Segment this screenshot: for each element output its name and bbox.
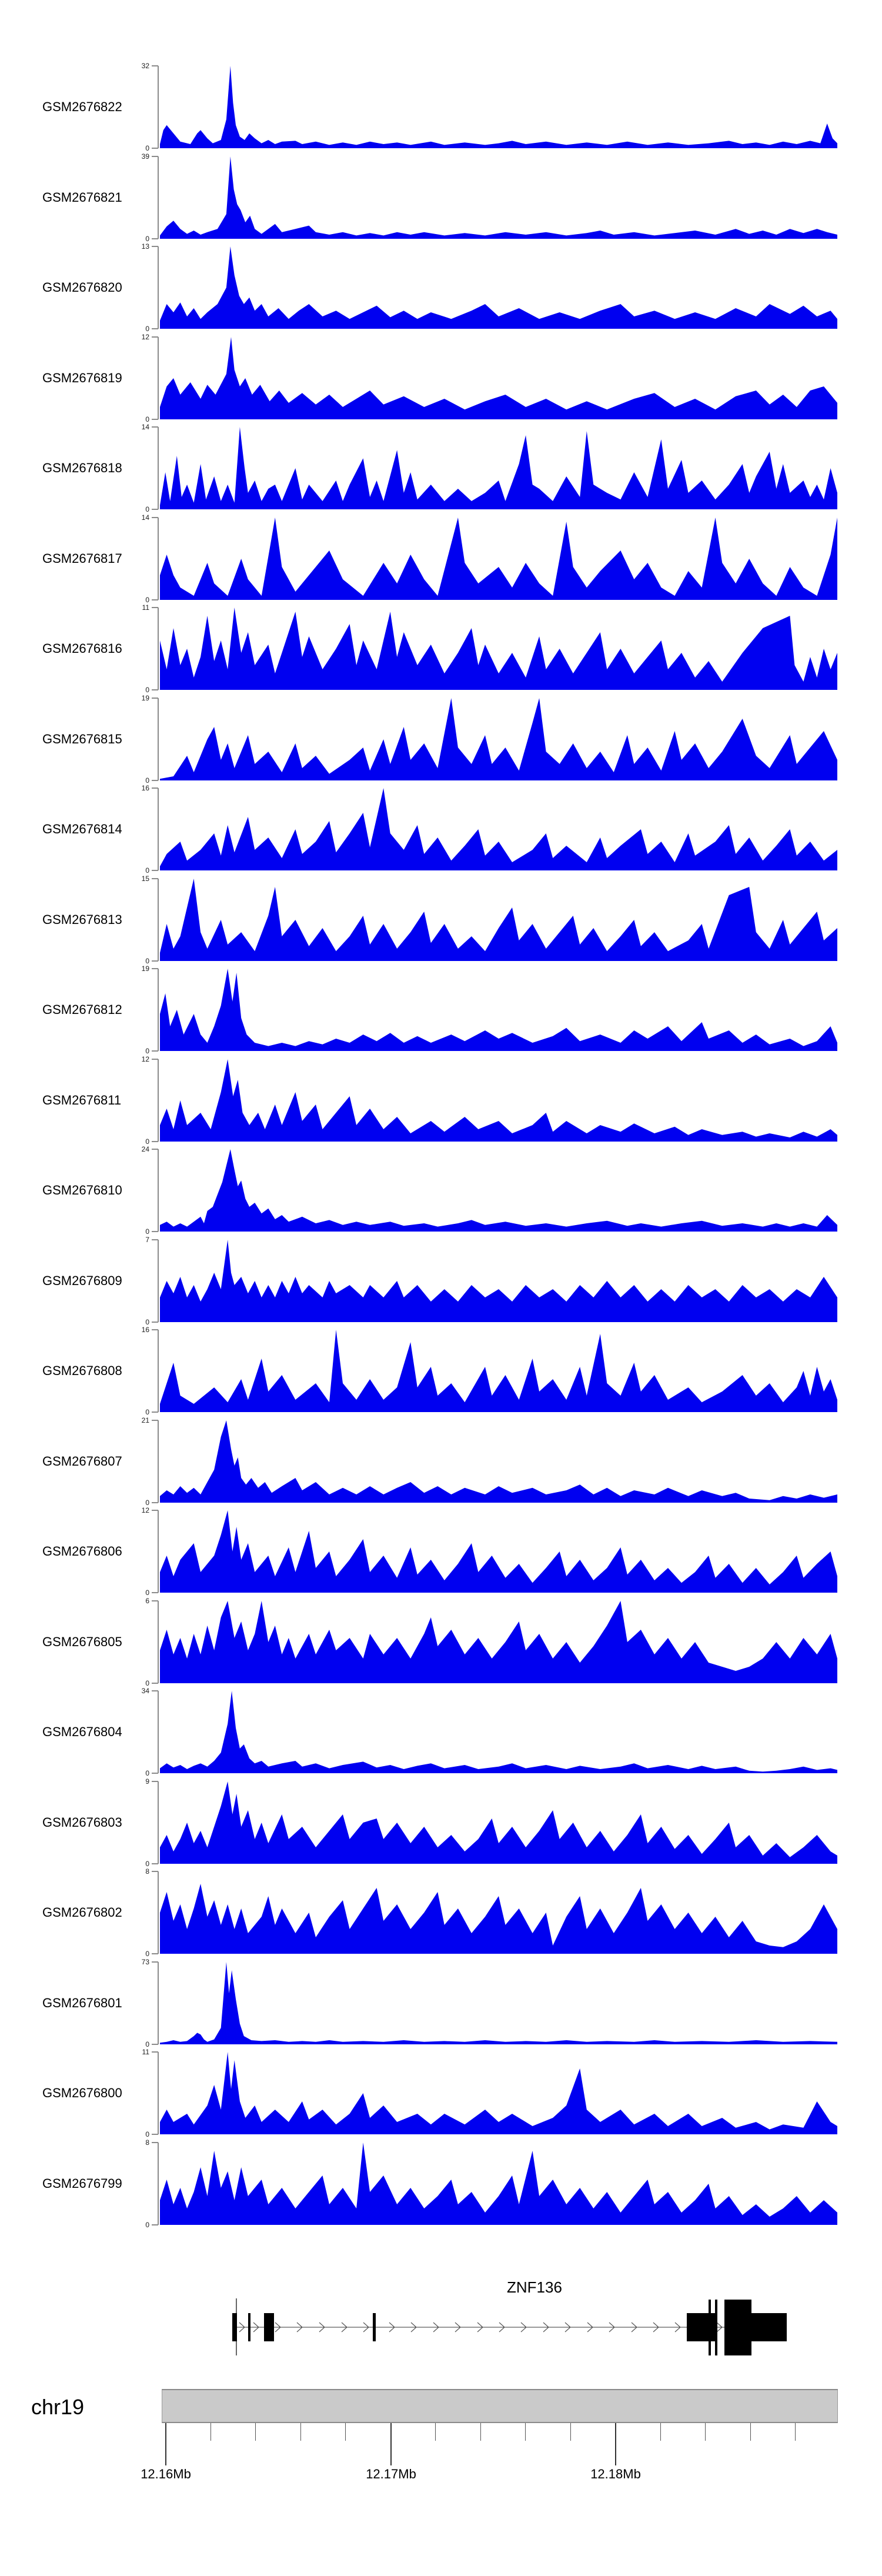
y-axis-zero-label: 0 [145,1047,149,1055]
ruler-position-label: 12.17Mb [366,2467,416,2481]
y-axis-top-tick [152,517,158,518]
signal-area-plot [160,518,837,600]
gene-exon-block [232,2313,237,2341]
y-axis-max-label: 12 [141,333,149,341]
y-axis-max-label: 34 [141,1687,149,1695]
y-axis-line [158,2052,159,2134]
y-axis-top-tick [152,2142,158,2143]
signal-track [0,1687,882,1777]
y-axis-line [158,1149,159,1232]
y-axis-line [158,2143,159,2225]
y-axis-bottom-tick [152,1953,158,1954]
y-axis-line [158,1871,159,1954]
ruler-minor-tick [750,2423,751,2441]
y-axis-bottom-tick [152,2134,158,2135]
track-sample-label: GSM2676817 [42,551,122,566]
signal-polygon [160,156,837,239]
signal-track [0,2048,882,2138]
y-axis-max-label: 12 [141,1055,149,1063]
signal-polygon [160,246,837,329]
y-axis-max-label: 15 [141,875,149,883]
y-axis-bottom-tick [152,960,158,962]
signal-area-plot [160,2052,837,2134]
y-axis-line [158,1240,159,1322]
signal-track [0,1145,882,1236]
signal-area-plot [160,1240,837,1322]
gene-exon-block [751,2313,787,2341]
y-axis-top-tick [152,1871,158,1872]
gene-exon-block [373,2313,376,2341]
signal-area-plot [160,1420,837,1503]
gene-exon-block [715,2300,717,2355]
ruler-position-label: 12.18Mb [590,2467,641,2481]
signal-track [0,513,882,604]
y-axis-zero-label: 0 [145,866,149,875]
track-sample-label: GSM2676815 [42,732,122,746]
y-axis-max-label: 6 [145,1597,149,1605]
y-axis-line [158,608,159,690]
track-sample-label: GSM2676816 [42,641,122,656]
signal-polygon [160,1330,837,1412]
y-axis-bottom-tick [152,509,158,510]
y-axis-top-tick [152,1781,158,1782]
y-axis-line [158,1691,159,1773]
y-axis-bottom-tick [152,1683,158,1684]
y-axis-top-tick [152,1239,158,1240]
y-axis-top-tick [152,1690,158,1691]
y-axis-bottom-tick [152,2224,158,2225]
ruler-minor-tick [705,2423,706,2441]
signal-polygon [160,1781,837,1864]
y-axis-top-tick [152,1329,158,1330]
signal-polygon [160,698,837,780]
signal-area-plot [160,698,837,780]
y-axis-top-tick [152,788,158,789]
signal-area-plot [160,427,837,509]
y-axis-zero-label: 0 [145,1408,149,1416]
track-sample-label: GSM2676812 [42,1002,122,1017]
signal-polygon [160,608,837,690]
signal-area-plot [160,1149,837,1232]
y-axis-zero-label: 0 [145,415,149,423]
y-axis-bottom-tick [152,780,158,781]
y-axis-zero-label: 0 [145,2221,149,2229]
track-sample-label: GSM2676804 [42,1724,122,1739]
y-axis-bottom-tick [152,1141,158,1142]
signal-area-plot [160,608,837,690]
y-axis-zero-label: 0 [145,776,149,785]
y-axis-line [158,156,159,239]
y-axis-line [158,1059,159,1142]
y-axis-bottom-tick [152,1502,158,1503]
y-axis-line [158,66,159,148]
signal-track [0,1506,882,1597]
y-axis-zero-label: 0 [145,1499,149,1507]
y-axis-bottom-tick [152,2044,158,2045]
signal-track [0,1236,882,1326]
ruler-minor-tick [795,2423,796,2441]
y-axis-top-tick [152,698,158,699]
y-axis-line [158,1781,159,1864]
y-axis-zero-label: 0 [145,1318,149,1326]
y-axis-max-label: 9 [145,1777,149,1786]
track-sample-label: GSM2676801 [42,1996,122,2010]
y-axis-top-tick [152,156,158,157]
track-sample-label: GSM2676809 [42,1273,122,1288]
signal-polygon [160,337,837,419]
y-axis-bottom-tick [152,328,158,329]
chromosome-ruler-bar [162,2389,838,2423]
y-axis-max-label: 16 [141,784,149,792]
y-axis-top-tick [152,1961,158,1963]
track-sample-label: GSM2676805 [42,1634,122,1649]
signal-area-plot [160,879,837,961]
track-sample-label: GSM2676819 [42,371,122,385]
y-axis-zero-label: 0 [145,144,149,152]
signal-polygon [160,1149,837,1232]
signal-polygon [160,518,837,600]
y-axis-top-tick [152,1149,158,1150]
y-axis-bottom-tick [152,148,158,149]
y-axis-max-label: 14 [141,423,149,431]
track-sample-label: GSM2676806 [42,1544,122,1559]
signal-track [0,1055,882,1146]
ruler-major-tick [615,2423,616,2465]
signal-track [0,1416,882,1507]
y-axis-max-label: 73 [141,1958,149,1966]
y-axis-zero-label: 0 [145,957,149,965]
y-axis-max-label: 21 [141,1416,149,1424]
y-axis-bottom-tick [152,1863,158,1864]
track-sample-label: GSM2676814 [42,822,122,836]
ruler-minor-tick [300,2423,301,2441]
y-axis-max-label: 32 [141,62,149,70]
y-axis-zero-label: 0 [145,1679,149,1687]
y-axis-max-label: 14 [141,513,149,522]
y-axis-top-tick [152,65,158,66]
y-axis-max-label: 12 [141,1506,149,1514]
gene-model-track [0,2264,882,2388]
signal-area-plot [160,969,837,1051]
signal-polygon [160,788,837,870]
y-axis-zero-label: 0 [145,1950,149,1958]
signal-track [0,423,882,513]
y-axis-zero-label: 0 [145,1137,149,1146]
signal-area-plot [160,337,837,419]
signal-area-plot [160,1601,837,1683]
signal-track [0,603,882,694]
signal-area-plot [160,2143,837,2225]
track-sample-label: GSM2676820 [42,280,122,295]
gene-exon-block [264,2313,274,2341]
signal-polygon [160,879,837,961]
y-axis-bottom-tick [152,1231,158,1232]
y-axis-bottom-tick [152,1773,158,1774]
y-axis-bottom-tick [152,689,158,690]
signal-track [0,784,882,875]
track-sample-label: GSM2676813 [42,912,122,927]
y-axis-line [158,1420,159,1503]
y-axis-bottom-tick [152,419,158,420]
y-axis-max-label: 11 [142,2048,149,2056]
signal-polygon [160,1691,837,1773]
signal-area-plot [160,1510,837,1593]
y-axis-top-tick [152,1510,158,1511]
track-sample-label: GSM2676803 [42,1815,122,1830]
y-axis-top-tick [152,2051,158,2053]
signal-area-plot [160,788,837,870]
ruler-minor-tick [345,2423,346,2441]
y-axis-zero-label: 0 [145,2040,149,2048]
signal-area-plot [160,246,837,329]
y-axis-top-tick [152,878,158,879]
ruler-major-tick [390,2423,392,2465]
signal-area-plot [160,66,837,148]
signal-polygon [160,1240,837,1322]
gene-name-label: ZNF136 [507,2278,562,2296]
signal-polygon [160,1420,837,1503]
y-axis-max-label: 7 [145,1236,149,1244]
signal-track [0,62,882,152]
y-axis-top-tick [152,426,158,428]
y-axis-top-tick [152,336,158,338]
ruler-minor-tick [525,2423,526,2441]
y-axis-top-tick [152,607,158,608]
track-sample-label: GSM2676821 [42,190,122,205]
signal-polygon [160,2052,837,2134]
y-axis-max-label: 39 [141,152,149,161]
signal-track [0,1958,882,2048]
track-sample-label: GSM2676811 [42,1093,122,1107]
y-axis-line [158,879,159,961]
y-axis-top-tick [152,968,158,969]
y-axis-line [158,788,159,870]
signal-polygon [160,1601,837,1683]
y-axis-line [158,1330,159,1412]
y-axis-max-label: 24 [141,1145,149,1153]
track-sample-label: GSM2676800 [42,2086,122,2100]
signal-area-plot [160,1691,837,1773]
y-axis-top-tick [152,1600,158,1601]
y-axis-line [158,1510,159,1593]
signal-polygon [160,969,837,1051]
signal-polygon [160,66,837,148]
y-axis-bottom-tick [152,1412,158,1413]
track-sample-label: GSM2676808 [42,1363,122,1378]
y-axis-zero-label: 0 [145,596,149,604]
y-axis-zero-label: 0 [145,1769,149,1777]
track-sample-label: GSM2676822 [42,99,122,114]
gene-exon-block [724,2300,751,2355]
y-axis-zero-label: 0 [145,1860,149,1868]
ruler-minor-tick [480,2423,481,2441]
gene-exon-block [248,2313,250,2341]
y-axis-bottom-tick [152,238,158,239]
ruler-position-label: 12.16Mb [141,2467,191,2481]
signal-area-plot [160,1871,837,1954]
y-axis-max-label: 16 [141,1326,149,1334]
y-axis-bottom-tick [152,1050,158,1052]
signal-polygon [160,1059,837,1142]
signal-track [0,1867,882,1958]
track-sample-label: GSM2676810 [42,1183,122,1197]
y-axis-line [158,246,159,329]
y-axis-line [158,1962,159,2044]
signal-track [0,2138,882,2229]
y-axis-top-tick [152,1059,158,1060]
ruler-minor-tick [570,2423,571,2441]
track-sample-label: GSM2676818 [42,461,122,475]
y-axis-line [158,698,159,780]
signal-polygon [160,1510,837,1593]
y-axis-bottom-tick [152,599,158,600]
y-axis-bottom-tick [152,1322,158,1323]
y-axis-line [158,969,159,1051]
ruler-minor-tick [255,2423,256,2441]
track-sample-label: GSM2676807 [42,1454,122,1469]
ruler-minor-tick [435,2423,436,2441]
y-axis-max-label: 8 [145,2138,149,2147]
signal-track [0,1777,882,1868]
gene-exon-block [687,2313,716,2341]
signal-polygon [160,427,837,509]
y-axis-zero-label: 0 [145,235,149,243]
track-sample-label: GSM2676802 [42,1905,122,1920]
signal-area-plot [160,1330,837,1412]
y-axis-max-label: 19 [141,965,149,973]
y-axis-zero-label: 0 [145,1589,149,1597]
ruler-major-tick [165,2423,166,2465]
y-axis-max-label: 13 [141,242,149,251]
y-axis-zero-label: 0 [145,1227,149,1236]
y-axis-line [158,427,159,509]
y-axis-line [158,1601,159,1683]
y-axis-zero-label: 0 [145,686,149,694]
chromosome-label: chr19 [31,2395,85,2419]
signal-area-plot [160,1781,837,1864]
y-axis-bottom-tick [152,870,158,871]
signal-polygon [160,2143,837,2225]
y-axis-zero-label: 0 [145,505,149,513]
signal-track [0,965,882,1055]
signal-track [0,333,882,423]
signal-polygon [160,1962,837,2044]
y-axis-max-label: 8 [145,1867,149,1876]
y-axis-top-tick [152,1420,158,1421]
ruler-minor-tick [660,2423,661,2441]
gene-exon-block [709,2300,711,2355]
signal-area-plot [160,1962,837,2044]
y-axis-zero-label: 0 [145,325,149,333]
y-axis-zero-label: 0 [145,2130,149,2138]
signal-track [0,1597,882,1687]
signal-track [0,152,882,243]
signal-track [0,242,882,333]
signal-track [0,1326,882,1416]
signal-polygon [160,1884,837,1954]
signal-track [0,694,882,785]
y-axis-line [158,337,159,419]
y-axis-max-label: 19 [141,694,149,702]
y-axis-max-label: 11 [142,603,149,612]
y-axis-bottom-tick [152,1592,158,1593]
track-sample-label: GSM2676799 [42,2176,122,2191]
signal-track [0,875,882,965]
y-axis-top-tick [152,246,158,247]
signal-area-plot [160,156,837,239]
signal-area-plot [160,1059,837,1142]
y-axis-line [158,518,159,600]
